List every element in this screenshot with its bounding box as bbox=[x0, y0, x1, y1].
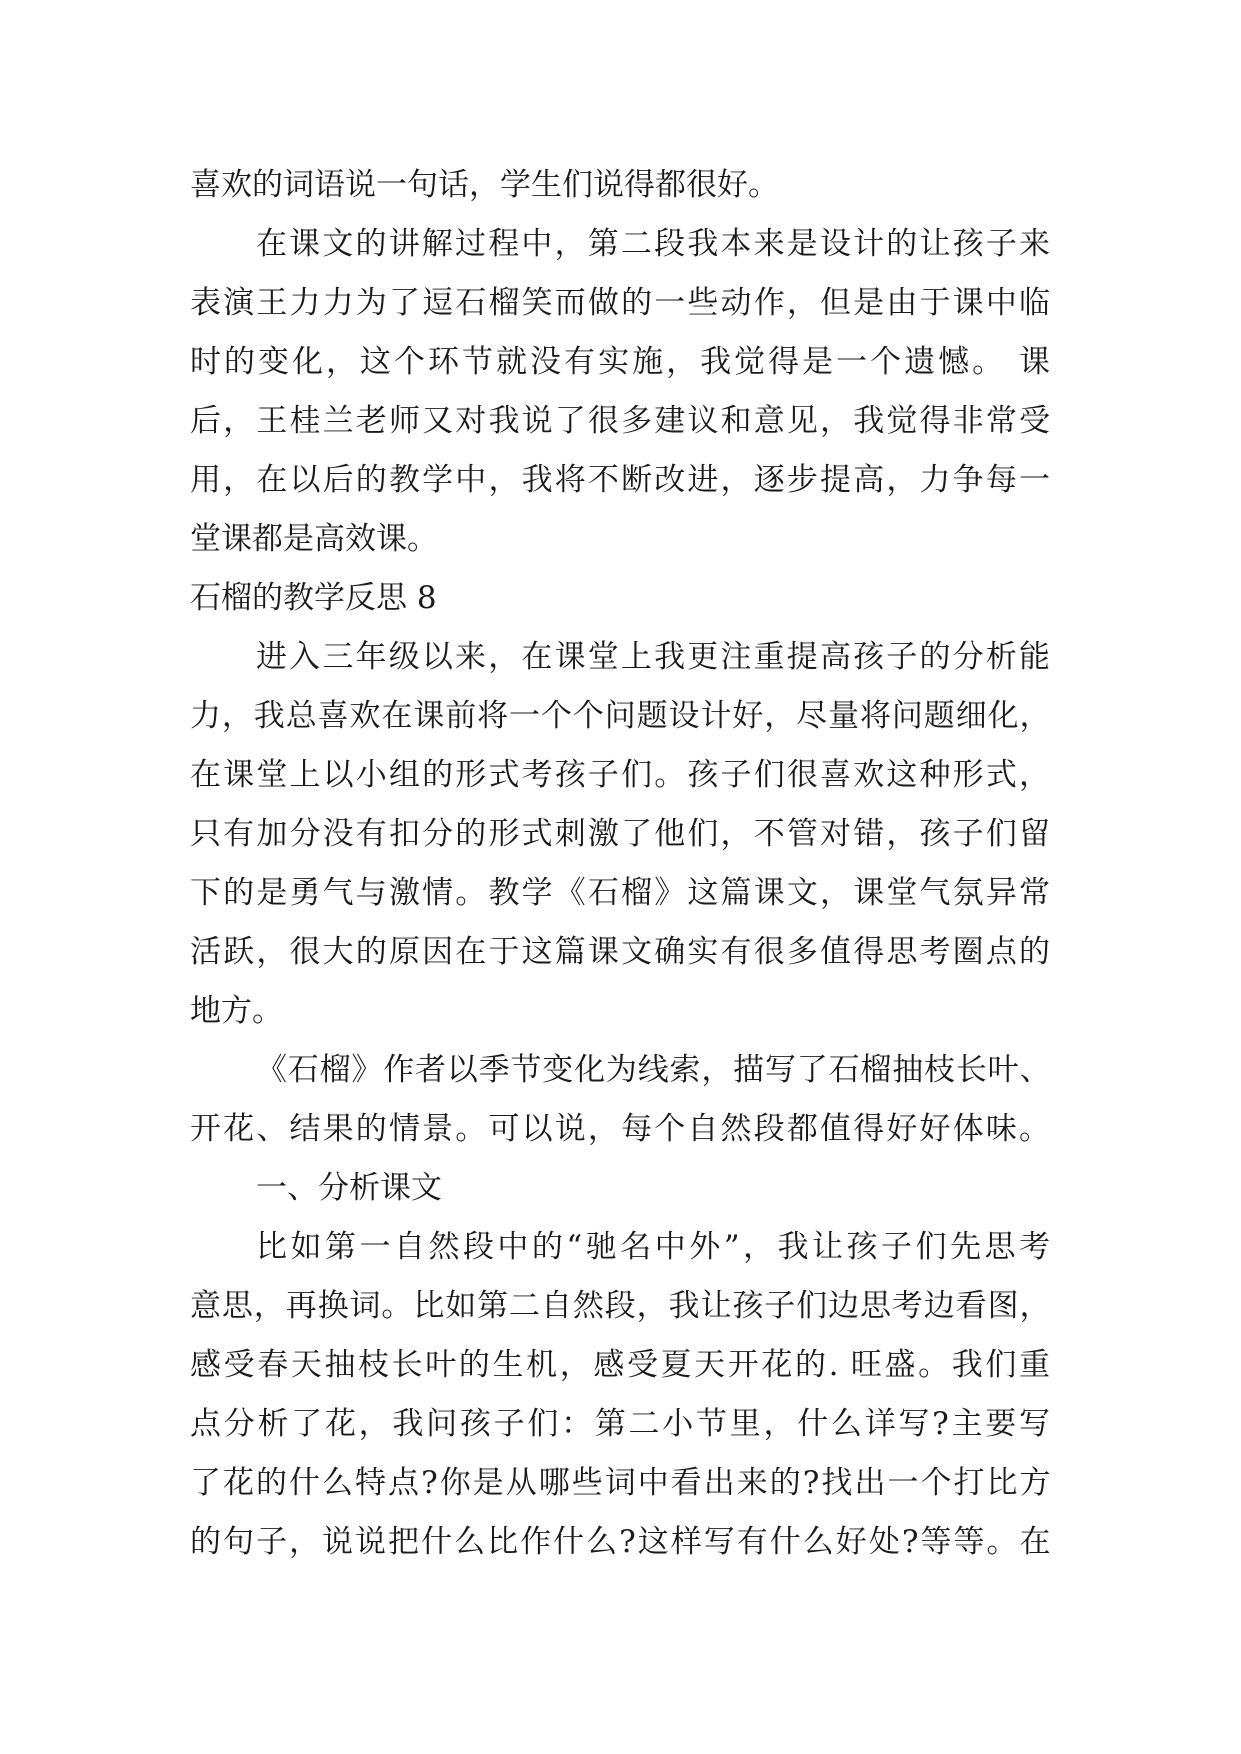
text-line: 用，在以后的教学中，我将不断改进，逐步提高，力争每一 bbox=[190, 462, 1050, 498]
text-line: 进入三年级以来，在课堂上我更注重提高孩子的分析能 bbox=[256, 639, 1050, 675]
text-line: 点分析了花，我问孩子们：第二小节里，什么详写?主要写 bbox=[190, 1406, 1050, 1442]
text-line: 《石榴》作者以季节变化为线索，描写了石榴抽枝长叶、 bbox=[256, 1052, 1050, 1088]
text-line: 意思，再换词。比如第二自然段，我让孩子们边思考边看图， bbox=[190, 1288, 1050, 1324]
text-line: 堂课都是高效课。 bbox=[190, 521, 438, 557]
text-line: 开花、结果的情景。可以说，每个自然段都值得好好体味。 bbox=[190, 1111, 1050, 1147]
text-line: 在课堂上以小组的形式考孩子们。孩子们很喜欢这种形式， bbox=[190, 757, 1050, 793]
body-text bbox=[190, 156, 1050, 1572]
text-line: 比如第一自然段中的“驰名中外”，我让孩子们先思考 bbox=[256, 1229, 1050, 1265]
text-line: 喜欢的词语说一句话，学生们说得都很好。 bbox=[190, 167, 779, 203]
text-line: 地方。 bbox=[190, 993, 283, 1029]
text-line: 下的是勇气与激情。教学《石榴》这篇课文，课堂气氛异常 bbox=[190, 875, 1050, 911]
text-line: 只有加分没有扣分的形式刺激了他们，不管对错，孩子们留 bbox=[190, 816, 1050, 852]
text-line: 时的变化，这个环节就没有实施，我觉得是一个遗憾。 课 bbox=[190, 344, 1050, 380]
text-line: 表演王力力为了逗石榴笑而做的一些动作，但是由于课中临 bbox=[190, 285, 1050, 321]
text-line: 后，王桂兰老师又对我说了很多建议和意见，我觉得非常受 bbox=[190, 403, 1050, 439]
text-line: 活跃，很大的原因在于这篇课文确实有很多值得思考圈点的 bbox=[190, 934, 1050, 970]
subheading: 一、分析课文 bbox=[256, 1170, 442, 1206]
text-line: 感受春天抽枝长叶的生机，感受夏天开花的. 旺盛。我们重 bbox=[190, 1347, 1050, 1383]
section-heading: 石榴的教学反思 8 bbox=[190, 580, 437, 616]
text-line: 了花的什么特点?你是从哪些词中看出来的?找出一个打比方 bbox=[190, 1465, 1050, 1501]
text-line: 的句子，说说把什么比作什么?这样写有什么好处?等等。在 bbox=[190, 1524, 1050, 1560]
text-line: 在课文的讲解过程中，第二段我本来是设计的让孩子来 bbox=[256, 226, 1050, 262]
text-line: 力，我总喜欢在课前将一个个问题设计好，尽量将问题细化， bbox=[190, 698, 1050, 734]
